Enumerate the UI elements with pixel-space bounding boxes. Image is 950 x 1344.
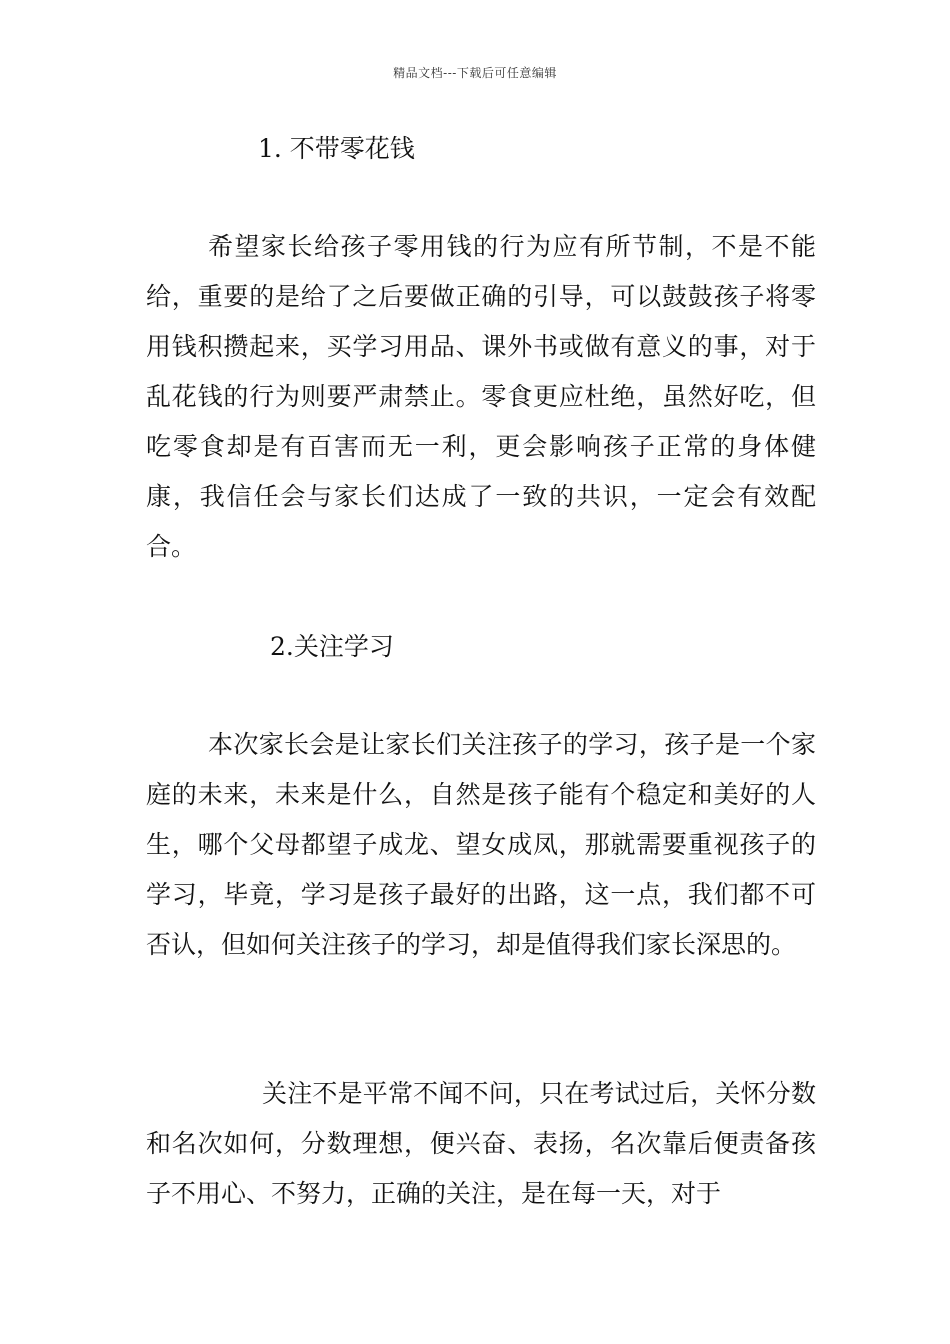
paragraph-pocket-money: 希望家长给孩子零用钱的行为应有所节制，不是不能给，重要的是给了之后要做正确的引导，可以鼓鼓孩子将零用钱积攒起来，买学习用品、课外书或做有意义的事，对于乱花钱的行为则要严肃禁止。零食更应杜绝，虽然好吃，但吃零食却是有百害而无一利，更会影响孩子正常的身体健康，我信任会与家长们达成了一致的共识，一定会有效配合。 (146, 232, 816, 561)
paragraph-study-intro: 本次家长会是让家长们关注孩子的学习，孩子是一个家庭的未来，未来是什么，自然是孩子能有个稳定和美好的人生，哪个父母都望子成龙、望女成凤，那就需要重视孩子的学习，毕竟，学习是孩子最好的出路，这一点，我们都不可否认，但如何关注孩子的学习，却是值得我们家长深思的。 (146, 730, 816, 959)
section-heading-pocket-money: 1. 不带零花钱 (258, 134, 415, 163)
paragraph-study-attention: 关注不是平常不闻不问，只在考试过后，关怀分数和名次如何，分数理想，便兴奋、表扬，名次靠后便责备孩子不用心、不努力，正确的关注，是在每一天，对于 (146, 1079, 816, 1208)
section-heading-study: 2.关注学习 (270, 632, 394, 661)
page-header: 精品文档---下载后可任意编辑 (393, 66, 557, 80)
